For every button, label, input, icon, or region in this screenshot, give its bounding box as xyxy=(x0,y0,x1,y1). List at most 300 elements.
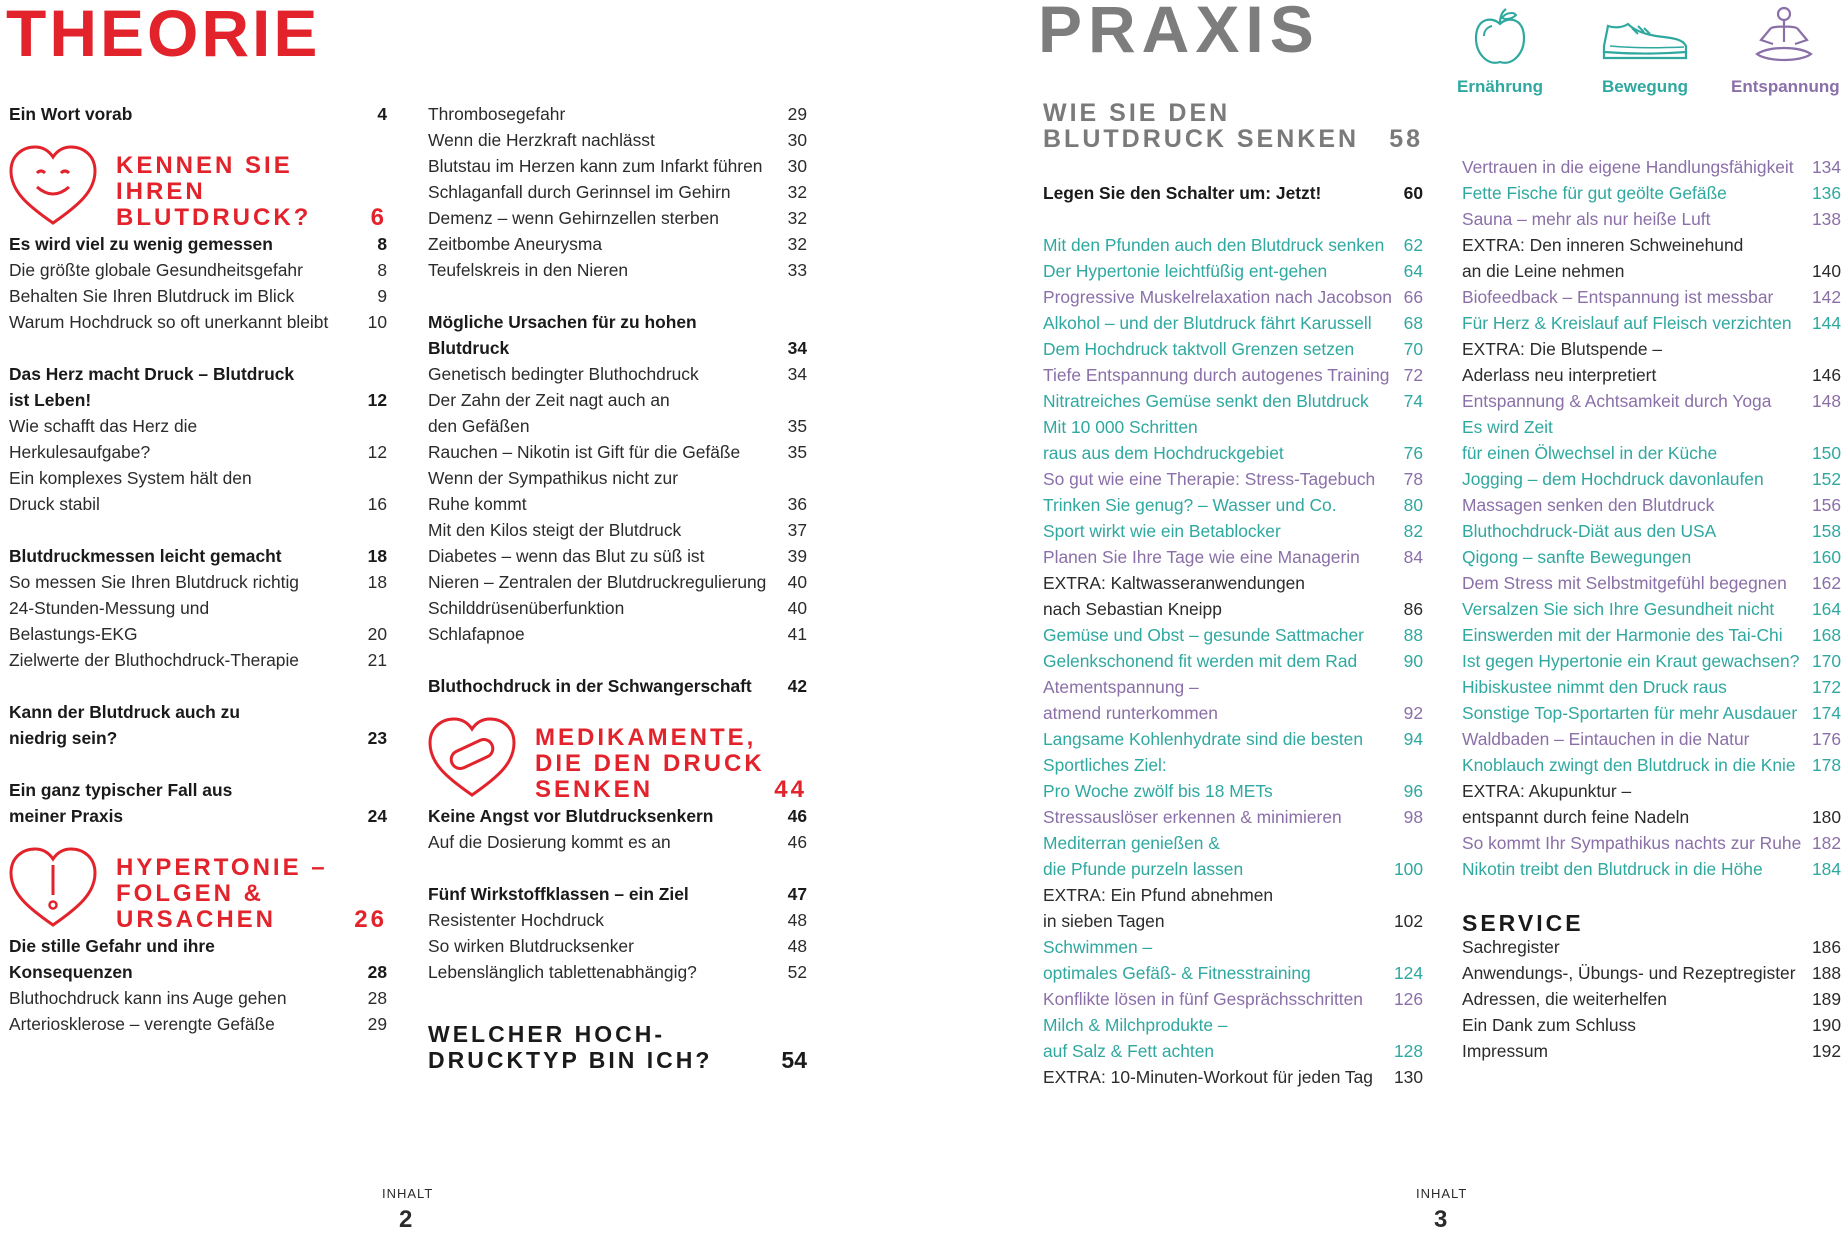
toc-entry xyxy=(1462,518,1841,544)
toc-entry-title: EXTRA: 10-Minuten-Workout für jeden Tag xyxy=(1043,1067,1373,1087)
toc-entry-title: Warum Hochdruck so oft unerkannt bleibt xyxy=(9,312,329,332)
toc-entry xyxy=(428,907,807,933)
toc-entry xyxy=(9,257,387,283)
toc-entry xyxy=(9,465,387,491)
toc-entry-title: Vertrauen in die eigene Handlungsfähigkeit xyxy=(1462,157,1794,177)
toc-entry-page: 76 xyxy=(1403,443,1423,463)
toc-entry xyxy=(1462,544,1841,570)
toc-entry-page: 52 xyxy=(787,962,807,982)
toc-entry xyxy=(428,881,807,907)
section-title-line: SENKEN xyxy=(535,776,654,803)
toc-entry-title: Fünf Wirkstoffklassen – ein Ziel xyxy=(428,884,689,904)
toc-entry-title: Sport wirkt wie ein Betablocker xyxy=(1043,521,1281,541)
toc-entry-title: EXTRA: Akupunktur – xyxy=(1462,781,1632,801)
toc-entry-page: 84 xyxy=(1403,547,1423,567)
toc-entry xyxy=(1043,856,1423,882)
toc-entry-title: Dem Hochdruck taktvoll Grenzen setzen xyxy=(1043,339,1355,359)
section-title-line: WELCHER HOCH- xyxy=(428,1021,666,1047)
toc-entry-page: 66 xyxy=(1403,287,1423,307)
section-title-line: URSACHEN xyxy=(116,906,277,933)
toc-entry-title: Gelenkschonend fit werden mit dem Rad xyxy=(1043,651,1358,671)
toc-entry-title: EXTRA: Kaltwasseranwendungen xyxy=(1043,573,1305,593)
toc-entry-page: 94 xyxy=(1403,729,1423,749)
toc-entry xyxy=(1043,804,1423,830)
toc-entry-title: Der Zahn der Zeit nagt auch an xyxy=(428,390,670,410)
toc-entry-title: für einen Ölwechsel in der Küche xyxy=(1462,443,1718,463)
toc-entry-page: 136 xyxy=(1811,183,1841,203)
toc-entry xyxy=(428,517,807,543)
toc-entry xyxy=(428,829,807,855)
toc-entry-page: 168 xyxy=(1811,625,1841,645)
toc-entry-page: 47 xyxy=(787,884,807,904)
category-label: Entspannung xyxy=(1731,77,1840,96)
toc-entry xyxy=(1043,778,1423,804)
toc-entry-title: Alkohol – und der Blutdruck fährt Karussell xyxy=(1043,313,1372,333)
toc-entry-title: ist Leben! xyxy=(9,390,92,410)
toc-entry-page: 70 xyxy=(1403,339,1423,359)
toc-entry-title: Schilddrüsenüberfunktion xyxy=(428,598,625,618)
toc-entry xyxy=(1043,908,1423,934)
toc-entry xyxy=(1462,596,1841,622)
toc-entry-page: 184 xyxy=(1811,859,1841,879)
toc-entry-title: EXTRA: Den inneren Schweinehund xyxy=(1462,235,1744,255)
toc-entry-page: 188 xyxy=(1811,963,1841,983)
toc-entry xyxy=(428,543,807,569)
toc-entry-page: 130 xyxy=(1393,1067,1423,1087)
toc-entry-page: 80 xyxy=(1403,495,1423,515)
toc-entry-page: 20 xyxy=(367,624,387,644)
toc-entry-page: 28 xyxy=(367,988,387,1008)
toc-entry-title: Einswerden mit der Harmonie des Tai-Chi xyxy=(1462,625,1783,645)
section-title-line: HYPERTONIE – xyxy=(116,854,328,881)
toc-entry xyxy=(1462,570,1841,596)
toc-entry xyxy=(1462,492,1841,518)
toc-entry xyxy=(1462,622,1841,648)
toc-entry-page: 42 xyxy=(787,676,807,696)
toc-entry xyxy=(428,361,807,387)
toc-entry xyxy=(1462,752,1841,778)
section-page: 44 xyxy=(774,776,807,803)
toc-entry xyxy=(9,959,387,985)
toc-entry-page: 138 xyxy=(1811,209,1841,229)
toc-entry xyxy=(1462,414,1841,440)
theorie-title: THEORIE xyxy=(6,0,321,70)
toc-entry-title: Nieren – Zentralen der Blutdruckregulierung xyxy=(428,572,767,592)
toc-entry-title: Jogging – dem Hochdruck davonlaufen xyxy=(1462,469,1764,489)
toc-entry xyxy=(9,491,387,517)
toc-entry-title: Progressive Muskelrelaxation nach Jacobson xyxy=(1043,287,1392,307)
toc-entry-page: 98 xyxy=(1403,807,1423,827)
toc-entry-title: Rauchen – Nikotin ist Gift für die Gefäße xyxy=(428,442,741,462)
toc-entry xyxy=(1043,934,1423,960)
toc-entry-title: Gemüse und Obst – gesunde Sattmacher xyxy=(1043,625,1364,645)
toc-entry-page: 72 xyxy=(1403,365,1423,385)
toc-entry-title: Qigong – sanfte Bewegungen xyxy=(1462,547,1692,567)
toc-entry-page: 35 xyxy=(787,442,807,462)
toc-entry-page: 39 xyxy=(787,546,807,566)
toc-entry xyxy=(1043,674,1423,700)
toc-entry xyxy=(1043,830,1423,856)
apple-icon xyxy=(1470,6,1530,68)
toc-entry-title: Diabetes – wenn das Blut zu süß ist xyxy=(428,546,705,566)
toc-entry-page: 4 xyxy=(377,104,387,124)
toc-entry-page: 34 xyxy=(787,338,807,358)
toc-entry xyxy=(428,387,807,413)
toc-entry-title: Keine Angst vor Blutdrucksenkern xyxy=(428,806,714,826)
toc-entry xyxy=(428,127,807,153)
toc-entry-title: Thrombosegefahr xyxy=(428,104,566,124)
footer-label-left: INHALT xyxy=(382,1186,434,1201)
toc-entry xyxy=(428,569,807,595)
toc-entry xyxy=(1462,1012,1841,1038)
toc-entry-page: 34 xyxy=(787,364,807,384)
section-page: 26 xyxy=(354,906,387,933)
toc-entry xyxy=(1462,960,1841,986)
footer-label-right: INHALT xyxy=(1416,1186,1468,1201)
toc-entry-page: 18 xyxy=(367,572,387,592)
toc-entry xyxy=(9,621,387,647)
section-title-line: IHREN xyxy=(116,178,206,205)
toc-entry xyxy=(428,439,807,465)
toc-entry-title: Fette Fische für gut geölte Gefäße xyxy=(1462,183,1727,203)
toc-entry-page: 189 xyxy=(1811,989,1841,1009)
toc-entry xyxy=(9,699,387,725)
toc-entry-title: Blutdruckmessen leicht gemacht xyxy=(9,546,282,566)
toc-entry-title: Mediterran genießen & xyxy=(1043,833,1220,853)
toc-entry-page: 12 xyxy=(367,390,387,410)
toc-entry-title: Langsame Kohlenhydrate sind die besten xyxy=(1043,729,1364,749)
toc-entry-title: Ein Dank zum Schluss xyxy=(1462,1015,1636,1035)
toc-entry xyxy=(9,283,387,309)
toc-entry xyxy=(1043,414,1423,440)
toc-entry-title: Genetisch bedingter Bluthochdruck xyxy=(428,364,699,384)
toc-entry-page: 12 xyxy=(367,442,387,462)
toc-entry-page: 29 xyxy=(367,1014,387,1034)
toc-entry xyxy=(1043,180,1423,206)
toc-entry-title: Biofeedback – Entspannung ist messbar xyxy=(1462,287,1774,307)
toc-entry xyxy=(1043,310,1423,336)
category-relaxation xyxy=(1731,6,1840,96)
toc-entry-title: Blutstau im Herzen kann zum Infarkt führen xyxy=(428,156,763,176)
toc-entry-page: 158 xyxy=(1811,521,1841,541)
toc-entry-page: 102 xyxy=(1393,911,1423,931)
toc-entry xyxy=(1043,622,1423,648)
section-title-line: BLUTDRUCK? xyxy=(116,204,312,231)
toc-entry-title: niedrig sein? xyxy=(9,728,118,748)
toc-entry xyxy=(428,959,807,985)
toc-entry-page: 148 xyxy=(1811,391,1841,411)
toc-entry-title: Arteriosklerose – verengte Gefäße xyxy=(9,1014,275,1034)
toc-entry-title: Nitratreiches Gemüse senkt den Blutdruck xyxy=(1043,391,1369,411)
toc-entry-page: 33 xyxy=(787,260,807,280)
toc-entry-title: Blutdruck xyxy=(428,338,510,358)
section-title-line: DRUCKTYP BIN ICH? xyxy=(428,1047,713,1073)
toc-entry xyxy=(1462,830,1841,856)
toc-entry-title: Aderlass neu interpretiert xyxy=(1462,365,1657,385)
toc-entry-page: 9 xyxy=(377,286,387,306)
toc-entry-page: 40 xyxy=(787,598,807,618)
toc-entry-page: 92 xyxy=(1403,703,1423,723)
toc-entry-page: 164 xyxy=(1811,599,1841,619)
toc-entry-title: Lebenslänglich tablettenabhängig? xyxy=(428,962,697,982)
toc-entry-title: entspannt durch feine Nadeln xyxy=(1462,807,1690,827)
section-title-line: DIE DEN DRUCK xyxy=(535,750,765,777)
toc-entry-title: raus aus dem Hochdruckgebiet xyxy=(1043,443,1284,463)
toc-entry-title: Sauna – mehr als nur heiße Luft xyxy=(1462,209,1711,229)
toc-entry xyxy=(1043,648,1423,674)
toc-entry-page: 64 xyxy=(1403,261,1423,281)
toc-entry-page: 192 xyxy=(1811,1041,1841,1061)
toc-entry xyxy=(1462,232,1841,258)
toc-entry xyxy=(1043,336,1423,362)
toc-entry-title: Anwendungs-, Übungs- und Rezeptregister xyxy=(1462,963,1796,983)
toc-entry xyxy=(1043,752,1423,778)
toc-entry-title: Wenn der Sympathikus nicht zur xyxy=(428,468,679,488)
toc-entry-title: meiner Praxis xyxy=(9,806,124,826)
toc-entry xyxy=(1462,778,1841,804)
toc-entry-page: 8 xyxy=(377,234,387,254)
toc-entry xyxy=(428,413,807,439)
toc-entry-page: 48 xyxy=(787,910,807,930)
toc-entry xyxy=(1462,310,1841,336)
toc-entry-title: Mit 10 000 Schritten xyxy=(1043,417,1198,437)
toc-entry xyxy=(428,595,807,621)
toc-entry xyxy=(1043,492,1423,518)
toc-entry-title: Sportliches Ziel: xyxy=(1043,755,1167,775)
toc-entry-title: Ruhe kommt xyxy=(428,494,527,514)
toc-entry-page: 96 xyxy=(1403,781,1423,801)
toc-entry xyxy=(9,309,387,335)
toc-entry xyxy=(1043,258,1423,284)
heading-page: 58 xyxy=(1389,125,1423,153)
toc-entry xyxy=(1462,934,1841,960)
toc-entry xyxy=(428,621,807,647)
heading-line: WIE SIE DEN xyxy=(1043,99,1231,127)
toc-entry-title: an die Leine nehmen xyxy=(1462,261,1625,281)
toc-entry xyxy=(1043,596,1423,622)
toc-entry-page: 142 xyxy=(1811,287,1841,307)
toc-entry-page: 29 xyxy=(787,104,807,124)
toc-entry-title: nach Sebastian Kneipp xyxy=(1043,599,1222,619)
pill-heart-icon xyxy=(426,715,518,804)
toc-entry-title: So gut wie eine Therapie: Stress-Tagebuch xyxy=(1043,469,1376,489)
category-exercise xyxy=(1597,6,1693,96)
toc-entry xyxy=(9,439,387,465)
toc-entry-page: 82 xyxy=(1403,521,1423,541)
toc-entry-page: 180 xyxy=(1811,807,1841,827)
toc-entry-page: 178 xyxy=(1811,755,1841,775)
toc-entry-page: 24 xyxy=(367,806,387,826)
toc-entry-page: 186 xyxy=(1811,937,1841,957)
toc-entry-page: 32 xyxy=(787,182,807,202)
toc-entry-page: 60 xyxy=(1403,183,1423,203)
toc-entry xyxy=(1462,648,1841,674)
toc-entry xyxy=(9,725,387,751)
footer-page-right: 3 xyxy=(1434,1206,1448,1233)
toc-entry-title: Schlafapnoe xyxy=(428,624,525,644)
toc-entry-title: Ist gegen Hypertonie ein Kraut gewachsen? xyxy=(1462,651,1800,671)
toc-entry-title: Auf die Dosierung kommt es an xyxy=(428,832,671,852)
toc-entry-title: Waldbaden – Eintauchen in die Natur xyxy=(1462,729,1750,749)
smiling-heart-icon xyxy=(7,143,99,232)
toc-entry xyxy=(1462,804,1841,830)
toc-entry xyxy=(1462,284,1841,310)
toc-entry-page: 182 xyxy=(1811,833,1841,853)
toc-entry xyxy=(428,803,807,829)
toc-entry xyxy=(428,231,807,257)
toc-entry-title: Bluthochdruck-Diät aus den USA xyxy=(1462,521,1717,541)
toc-entry xyxy=(428,309,807,335)
toc-entry-title: Die größte globale Gesundheitsgefahr xyxy=(9,260,303,280)
toc-entry-title: EXTRA: Ein Pfund abnehmen xyxy=(1043,885,1274,905)
toc-entry-title: den Gefäßen xyxy=(428,416,530,436)
toc-entry-page: 30 xyxy=(787,156,807,176)
toc-entry-title: EXTRA: Die Blutspende – xyxy=(1462,339,1663,359)
service-heading: SERVICE xyxy=(1462,910,1584,936)
toc-entry-page: 126 xyxy=(1393,989,1423,1009)
toc-entry-title: Der Hypertonie leichtfüßig ent-gehen xyxy=(1043,261,1328,281)
toc-entry xyxy=(1462,440,1841,466)
toc-entry xyxy=(1462,700,1841,726)
toc-entry xyxy=(1462,336,1841,362)
toc-entry-title: Nikotin treibt den Blutdruck in die Höhe xyxy=(1462,859,1763,879)
toc-entry-page: 146 xyxy=(1811,365,1841,385)
toc-entry-page: 74 xyxy=(1403,391,1423,411)
toc-entry xyxy=(1043,284,1423,310)
toc-entry-title: Die stille Gefahr und ihre xyxy=(9,936,215,956)
toc-entry-title: Demenz – wenn Gehirnzellen sterben xyxy=(428,208,719,228)
toc-entry-page: 8 xyxy=(377,260,387,280)
toc-entry xyxy=(1462,388,1841,414)
toc-entry-page: 30 xyxy=(787,130,807,150)
toc-entry-title: Für Herz & Kreislauf auf Fleisch verzichten xyxy=(1462,313,1792,333)
toc-entry-title: Ein komplexes System hält den xyxy=(9,468,252,488)
toc-entry-title: Sachregister xyxy=(1462,937,1560,957)
toc-entry-title: Impressum xyxy=(1462,1041,1549,1061)
toc-entry xyxy=(1043,700,1423,726)
toc-entry-title: Legen Sie den Schalter um: Jetzt! xyxy=(1043,183,1322,203)
toc-entry-title: Herkulesaufgabe? xyxy=(9,442,151,462)
toc-entry-title: Milch & Milchprodukte – xyxy=(1043,1015,1228,1035)
toc-entry-title: So kommt Ihr Sympathikus nachts zur Ruhe xyxy=(1462,833,1802,853)
category-label: Bewegung xyxy=(1602,77,1688,96)
toc-entry xyxy=(428,179,807,205)
toc-entry-page: 152 xyxy=(1811,469,1841,489)
toc-entry xyxy=(428,335,807,361)
toc-entry xyxy=(1462,466,1841,492)
toc-entry-title: Versalzen Sie sich Ihre Gesundheit nicht xyxy=(1462,599,1775,619)
toc-entry xyxy=(1462,986,1841,1012)
toc-entry-title: Atementspannung – xyxy=(1043,677,1199,697)
toc-entry-title: Schwimmen – xyxy=(1043,937,1153,957)
toc-entry-title: Druck stabil xyxy=(9,494,100,514)
toc-entry-page: 32 xyxy=(787,208,807,228)
toc-entry-title: Hibiskustee nimmt den Druck raus xyxy=(1462,677,1727,697)
toc-entry-page: 37 xyxy=(787,520,807,540)
toc-entry-title: in sieben Tagen xyxy=(1043,911,1165,931)
toc-entry-title: Mögliche Ursachen für zu hohen xyxy=(428,312,697,332)
toc-entry-page: 32 xyxy=(787,234,807,254)
toc-entry xyxy=(1462,258,1841,284)
toc-entry-title: So messen Sie Ihren Blutdruck richtig xyxy=(9,572,299,592)
toc-entry xyxy=(9,101,387,127)
toc-entry-title: Stressauslöser erkennen & minimieren xyxy=(1043,807,1342,827)
toc-entry-title: die Pfunde purzeln lassen xyxy=(1043,859,1244,879)
toc-entry-page: 134 xyxy=(1811,157,1841,177)
toc-entry-title: Sonstige Top-Sportarten für mehr Ausdauer xyxy=(1462,703,1798,723)
heading-line: BLUTDRUCK SENKEN xyxy=(1043,125,1360,153)
toc-entry-page: 156 xyxy=(1811,495,1841,515)
toc-entry-page: 18 xyxy=(367,546,387,566)
toc-entry-title: Konflikte lösen in fünf Gesprächsschritten xyxy=(1043,989,1363,1009)
toc-entry-title: Belastungs-EKG xyxy=(9,624,138,644)
toc-entry-title: Adressen, die weiterhelfen xyxy=(1462,989,1667,1009)
toc-entry-title: Schlaganfall durch Gerinnsel im Gehirn xyxy=(428,182,731,202)
toc-entry-page: 160 xyxy=(1811,547,1841,567)
toc-entry-title: auf Salz & Fett achten xyxy=(1043,1041,1215,1061)
toc-entry-page: 10 xyxy=(367,312,387,332)
toc-entry xyxy=(1462,1038,1841,1064)
toc-entry-title: Ein ganz typischer Fall aus xyxy=(9,780,233,800)
toc-entry-title: Planen Sie Ihre Tage wie eine Managerin xyxy=(1043,547,1360,567)
toc-entry xyxy=(1462,154,1841,180)
toc-entry-title: optimales Gefäß- & Fitnesstraining xyxy=(1043,963,1311,983)
toc-entry xyxy=(9,985,387,1011)
footer-page-left: 2 xyxy=(399,1206,413,1233)
toc-entry-title: Zielwerte der Bluthochdruck-Therapie xyxy=(9,650,299,670)
toc-entry xyxy=(1043,960,1423,986)
toc-entry xyxy=(1043,232,1423,258)
toc-entry xyxy=(1462,362,1841,388)
toc-entry-title: Teufelskreis in den Nieren xyxy=(428,260,629,280)
toc-entry xyxy=(1043,440,1423,466)
toc-entry xyxy=(428,101,807,127)
toc-entry xyxy=(428,673,807,699)
toc-entry-page: 174 xyxy=(1811,703,1841,723)
toc-entry-page: 46 xyxy=(787,832,807,852)
toc-entry xyxy=(428,257,807,283)
toc-entry xyxy=(9,413,387,439)
toc-entry-title: Bluthochdruck in der Schwangerschaft xyxy=(428,676,752,696)
toc-entry xyxy=(1043,1038,1423,1064)
section-title-line: MEDIKAMENTE, xyxy=(535,724,757,751)
praxis-section-heading xyxy=(1043,100,1423,152)
toc-entry-title: Mit den Kilos steigt der Blutdruck xyxy=(428,520,682,540)
toc-entry xyxy=(1462,180,1841,206)
toc-entry xyxy=(428,465,807,491)
toc-entry xyxy=(1043,466,1423,492)
toc-entry xyxy=(9,933,387,959)
toc-entry-title: Das Herz macht Druck – Blutdruck xyxy=(9,364,295,384)
toc-entry-page: 21 xyxy=(367,650,387,670)
toc-entry-title: Wie schafft das Herz die xyxy=(9,416,198,436)
toc-entry-title: atmend runterkommen xyxy=(1043,703,1218,723)
toc-entry xyxy=(9,647,387,673)
toc-entry xyxy=(428,933,807,959)
toc-entry xyxy=(1043,1064,1423,1090)
toc-entry xyxy=(1043,518,1423,544)
toc-entry-title: Dem Stress mit Selbstmitgefühl begegnen xyxy=(1462,573,1787,593)
toc-entry xyxy=(1462,726,1841,752)
toc-entry-title: Kann der Blutdruck auch zu xyxy=(9,702,240,722)
meditation-icon xyxy=(1749,6,1819,68)
toc-entry-page: 16 xyxy=(367,494,387,514)
toc-entry-title: Pro Woche zwölf bis 18 METs xyxy=(1043,781,1273,801)
toc-entry xyxy=(428,491,807,517)
toc-entry-page: 78 xyxy=(1403,469,1423,489)
sneaker-icon xyxy=(1600,6,1690,68)
toc-entry-page: 40 xyxy=(787,572,807,592)
